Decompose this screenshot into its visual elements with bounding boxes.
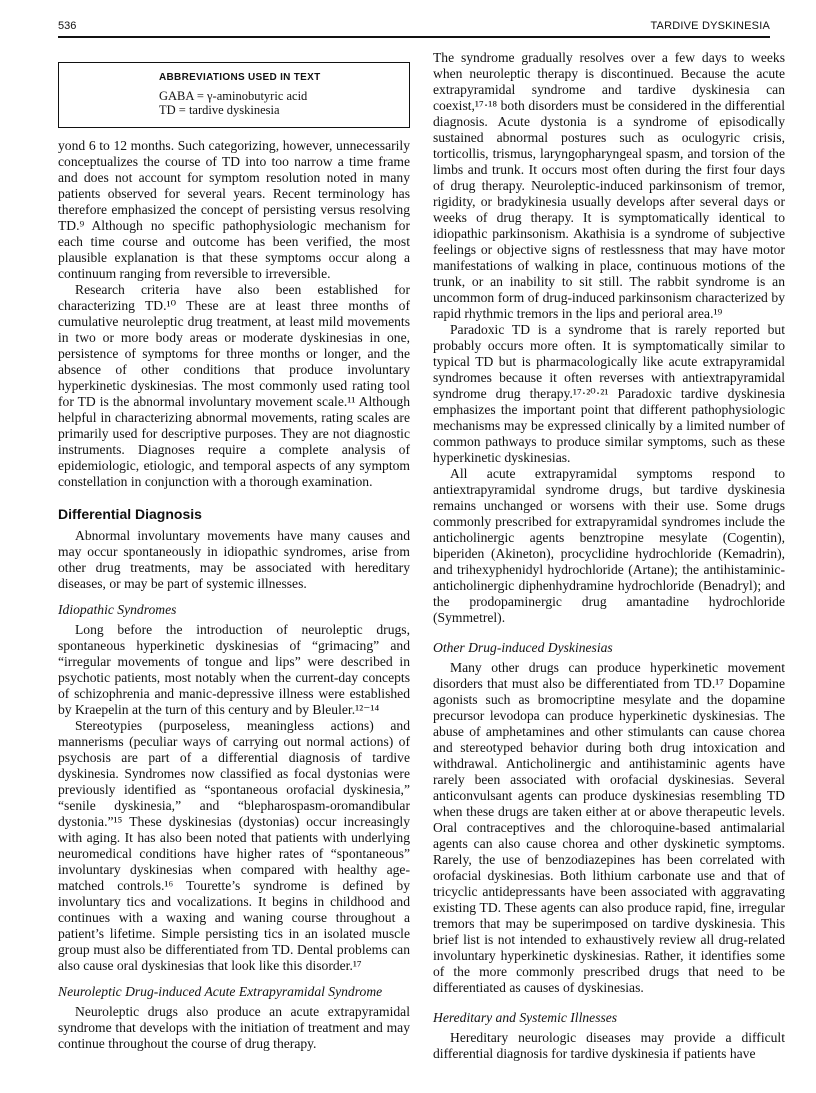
subheading-hereditary-systemic: Hereditary and Systemic Illnesses — [433, 1010, 618, 1025]
right-column — [433, 50, 785, 1062]
paragraph: Research criteria have also been established for characterizing TD.¹⁰ These are at least three months of cumulative neuroleptic drug treatment, at least mild movements in two or more body areas or moderate dyskinesias in one, persistence of symptoms for three months or longer, and the absence of other conditions that produce involuntary hyperkinetic dyskinesias. The most commonly used rating tool for TD is the abnormal involuntary movement scale.¹¹ Although helpful in characterizing abnormal movements, rating scales are primarily used for descriptive purposes. They are not diagnostic instruments. Diagnoses require a complete analysis of epidemiologic, etiologic, and temporal aspects of any symptom constellation in conjunction with a thorough examination. — [58, 281, 410, 489]
subheading-idiopathic-syndromes: Idiopathic Syndromes — [58, 601, 177, 617]
abbreviations-box — [58, 62, 410, 128]
paragraph: The syndrome gradually resolves over a few days to weeks when neuroleptic therapy is discontinued. Because the acute extrapyramidal syndrome and tardive dyskinesia can coexist,¹⁷·¹⁸ both disorders must be considered in the differential diagnosis. Acute dystonia is a syndrome of episodically sustained abnormal postures such as oculogyric crisis, torticollis, trismus, laryngopharyngeal spasm, and torsion of the limbs and trunk. It occurs most often during the first four days of drug therapy. Neuroleptic-induced parkinsonism of tremor, rigidity, or bradykinesia usually develops after several days or weeks of drug therapy. It is symptomatically identical to idiopathic parkinsonism. Akathisia is a syndrome of subjective feelings or objective signs of restlessness that may have motor manifestations of walking in place, continuous motions of the trunk, or an inability to sit still. The rabbit syndrome is an uncommon form of drug-induced parkinsonism characterized by rapid rhythmic tremors in the lips and perioral area.¹⁹ — [433, 50, 785, 321]
left-column — [58, 50, 410, 1052]
paragraph: Abnormal involuntary movements have many causes and may occur spontaneously in idiopathic syndromes, arise from other drug treatments, may be associated with hereditary diseases, or may be part of systemic illnesses. — [58, 527, 410, 591]
paragraph: Hereditary neurologic diseases may provide a difficult differential diagnosis for tardive dyskinesia if patients have — [433, 1030, 785, 1061]
section-heading-differential-diagnosis: Differential Diagnosis — [58, 505, 202, 522]
paragraph: Neuroleptic drugs also produce an acute extrapyramidal syndrome that develops with the initiation of treatment and may continue throughout the course of drug therapy. — [58, 1003, 410, 1051]
subheading-other-drug-induced: Other Drug-induced Dyskinesias — [433, 640, 613, 655]
header-rule — [58, 36, 770, 38]
paragraph: yond 6 to 12 months. Such categorizing, however, unnecessarily conceptualizes the course of TD into too narrow a time frame and does not account for symptom resolution noted in many patients observed for several years. Recent terminology has therefore emphasized the concept of persisting versus resolving TD.⁹ Although no specific pathophysiologic mechanism for each time course and outcome has been verified, the most plausible explanation is that these symptoms occur along a continuum ranging from reversible to irreversible. — [58, 137, 410, 281]
running-header — [58, 20, 770, 34]
abbreviation-item: TD = tardive dyskinesia — [159, 103, 280, 117]
page-number: 536 — [58, 20, 77, 32]
paragraph: All acute extrapyramidal symptoms respond to antiextrapyramidal syndrome drugs, but tardive dyskinesia remains unchanged or worsens with their use. Some drugs commonly prescribed for extrapyramidal syndromes include the anticholinergic agents benztropine mesylate (Cogentin), biperiden (Akineton), procyclidine hydrochloride (Kemadrin), and trihexyphenidyl hydrochloride (Artane); the antihistaminic-anticholinergic diphenhydramine hydrochloride (Benadryl); and the prodopaminergic drug amantadine hydrochloride (Symmetrel). — [433, 466, 785, 625]
subheading-neuroleptic-acute-eps: Neuroleptic Drug-induced Acute Extrapyramidal Syndrome — [58, 983, 383, 999]
paragraph: Stereotypies (purposeless, meaningless actions) and mannerisms (peculiar ways of carrying out normal actions) of psychosis are part of a differential diagnosis of tardive dyskinesia. Syndromes now classified as focal dystonias were previously identified as “spontaneous orofacial dyskinesia,” “senile dyskinesia,” and “blepharospasm-oromandibular dystonia.”¹⁵ These dyskinesias (dystonias) occur increasingly with aging. It has also been noted that patients with underlying neuromedical conditions have higher rates of “spontaneous” involuntary dyskinesias when compared with healthy age-matched controls.¹⁶ Tourette’s syndrome is defined by involuntary tics and vocalizations. It begins in childhood and continues with a waxing and waning course throughout a patient’s lifetime. Simple persisting tics in an isolated muscle group must also be differentiated from TD. Dental problems can also cause oral dyskinesias that look like this disorder.¹⁷ — [58, 717, 410, 973]
paragraph: Many other drugs can produce hyperkinetic movement disorders that must also be differentiated from TD.¹⁷ Dopamine agonists such as bromocriptine mesylate and the dopamine precursor levodopa can produce hyperkinetic dyskinesias. The abuse of amphetamines and other stimulants can cause chorea and stereotyped behavior during both drug intoxication and withdrawal. Anticholinergic and antihistaminic agents have rarely been associated with orofacial dyskinesias. Several anticonvulsant agents can produce dyskinesias resembling TD when these drugs are taken either at or above therapeutic levels. Oral contraceptives and the chloroquine-based antimalarial agents can also cause chorea and other dyskinetic symptoms. Rarely, the use of benzodiazepines has been correlated with orofacial dyskinesias. Both lithium carbonate use and that of tricyclic antidepressants have been associated with aggravating existing TD. These agents can also produce rapid, fine, irregular tremors that may be superimposed on tardive dyskinesia. This brief list is not intended to exhaustively review all drug-related involuntary hyperkinetic dyskinesias. Rather, it identifies some of the more commonly prescribed drugs that need to be differentiated as causes of dyskinesias. — [433, 660, 785, 995]
paragraph: Paradoxic TD is a syndrome that is rarely reported but probably occurs more often. It is symptomatically similar to typical TD but is pharmacologically like acute extrapyramidal syndromes because it often reverses with antiextrapyramidal syndrome drug therapy.¹⁷·²⁰·²¹ Paradoxic tardive dyskinesia emphasizes the important point that different pathophysiologic mechanisms may be expressed clinically by a limited number of common pathways to produce similar symptoms, such as these hyperkinetic dyskinesias. — [433, 322, 785, 465]
paragraph: Long before the introduction of neuroleptic drugs, spontaneous hyperkinetic dyskinesias of “grimacing” and “irregular movements of tongue and lips” were described in psychotic patients, most notably when the current-day concepts of schizophrenia and manic-depressive illness were established by Kraepelin at the turn of this century and by Bleuler.¹²⁻¹⁴ — [58, 621, 410, 717]
abbreviation-item: GABA = γ-aminobutyric acid — [159, 88, 308, 103]
running-title: TARDIVE DYSKINESIA — [650, 20, 770, 32]
abbreviations-title: ABBREVIATIONS USED IN TEXT — [159, 72, 321, 83]
